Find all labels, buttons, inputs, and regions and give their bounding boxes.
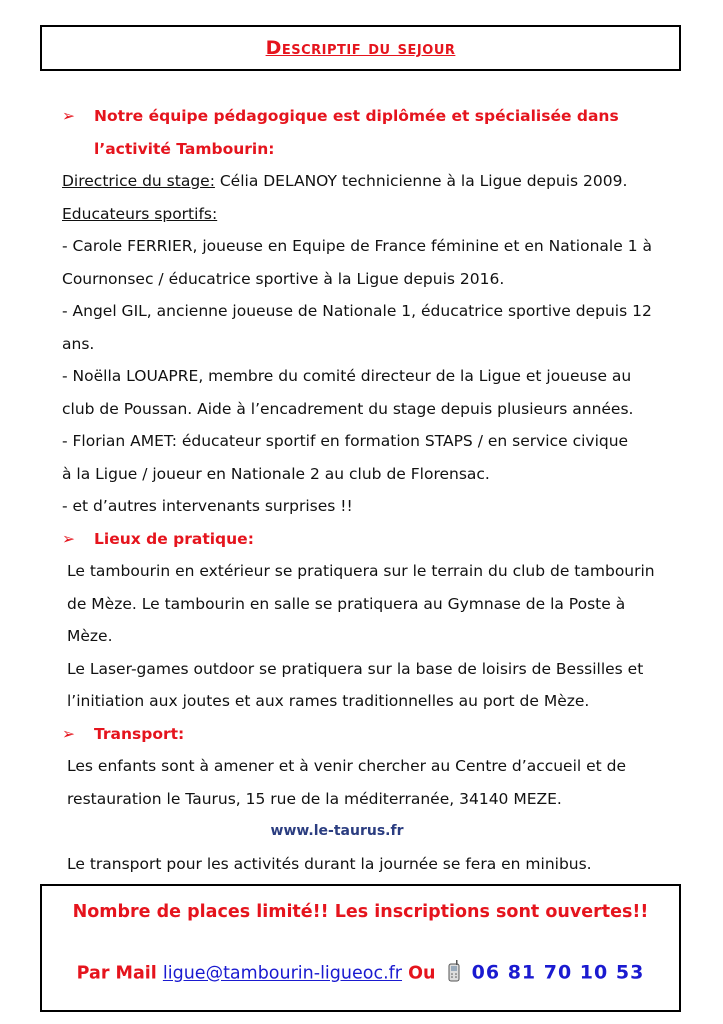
educator-line: - Carole FERRIER, joueuse en Equipe de France féminine et en Nationale 1 à — [62, 237, 652, 255]
places-line: l’initiation aux joutes et aux rames traditionnelles au port de Mèze. — [67, 692, 590, 710]
director-label: Directrice du stage: — [62, 172, 215, 190]
educators-label: Educateurs sportifs: — [62, 204, 218, 223]
director-line — [62, 165, 692, 198]
transport-line: Les enfants sont à amener et à venir chercher au Centre d’accueil et de — [67, 757, 627, 775]
transport-line: restauration le Taurus, 15 rue de la méditerranée, 34140 MEZE. — [67, 789, 562, 808]
phone-number[interactable]: 06 81 70 10 53 — [471, 961, 645, 984]
footer-box — [40, 884, 681, 1012]
mobile-phone-icon — [448, 960, 460, 987]
registration-notice: Nombre de places limité!! Les inscriptions sont ouvertes!! — [72, 902, 649, 922]
places-line: de Mèze. Le tambourin en salle se pratiquera au Gymnase de la Poste à — [67, 594, 626, 613]
educator-line: - Florian AMET: éducateur sportif en formation STAPS / en service civique — [62, 432, 629, 450]
by-mail-label: Par Mail — [76, 963, 157, 984]
team-heading-continued: l’activité Tambourin: — [94, 139, 275, 158]
places-line: Le Laser-games outdoor se pratiquera sur la base de loisirs de Bessilles et — [67, 659, 644, 678]
arrow-bullet-icon: ➢ — [62, 107, 75, 125]
educator-line: - et d’autres intervenants surprises !! — [62, 497, 353, 515]
arrow-bullet-icon: ➢ — [62, 724, 75, 743]
website-link[interactable]: www.le-taurus.fr — [270, 823, 404, 839]
title-box — [40, 25, 681, 71]
places-line: Mèze. — [67, 627, 113, 645]
educator-line: ans. — [62, 334, 95, 353]
director-text: Célia DELANOY technicienne à la Ligue depuis 2009. — [214, 172, 628, 190]
arrow-bullet-icon: ➢ — [62, 529, 75, 548]
places-line: Le tambourin en extérieur se pratiquera sur le terrain du club de tambourin — [67, 562, 655, 580]
page-title: Descriptif du sejour — [265, 37, 456, 59]
places-heading: ➢ Lieux de pratique: — [62, 523, 692, 556]
transport-heading: ➢ Transport: — [62, 718, 692, 751]
or-label: Ou — [408, 963, 436, 984]
educator-line: Cournonsec / éducatrice sportive à la Ligue depuis 2016. — [62, 269, 505, 288]
educator-line: à la Ligue / joueur en Nationale 2 au club de Florensac. — [62, 464, 490, 483]
content — [62, 100, 692, 880]
educator-line: club de Poussan. Aide à l’encadrement du stage depuis plusieurs années. — [62, 399, 634, 418]
educator-line: - Noëlla LOUAPRE, membre du comité directeur de la Ligue et joueuse au — [62, 367, 632, 385]
email-link[interactable]: ligue@tambourin-ligueoc.fr — [162, 963, 403, 984]
team-heading: ➢ Notre équipe pédagogique est diplômée et spécialisée dans — [62, 100, 692, 133]
educator-line: - Angel GIL, ancienne joueuse de Nationale 1, éducatrice sportive depuis 12 — [62, 302, 652, 320]
contact-line — [42, 960, 679, 987]
transport-note: Le transport pour les activités durant la journée se fera en minibus. — [67, 854, 592, 873]
